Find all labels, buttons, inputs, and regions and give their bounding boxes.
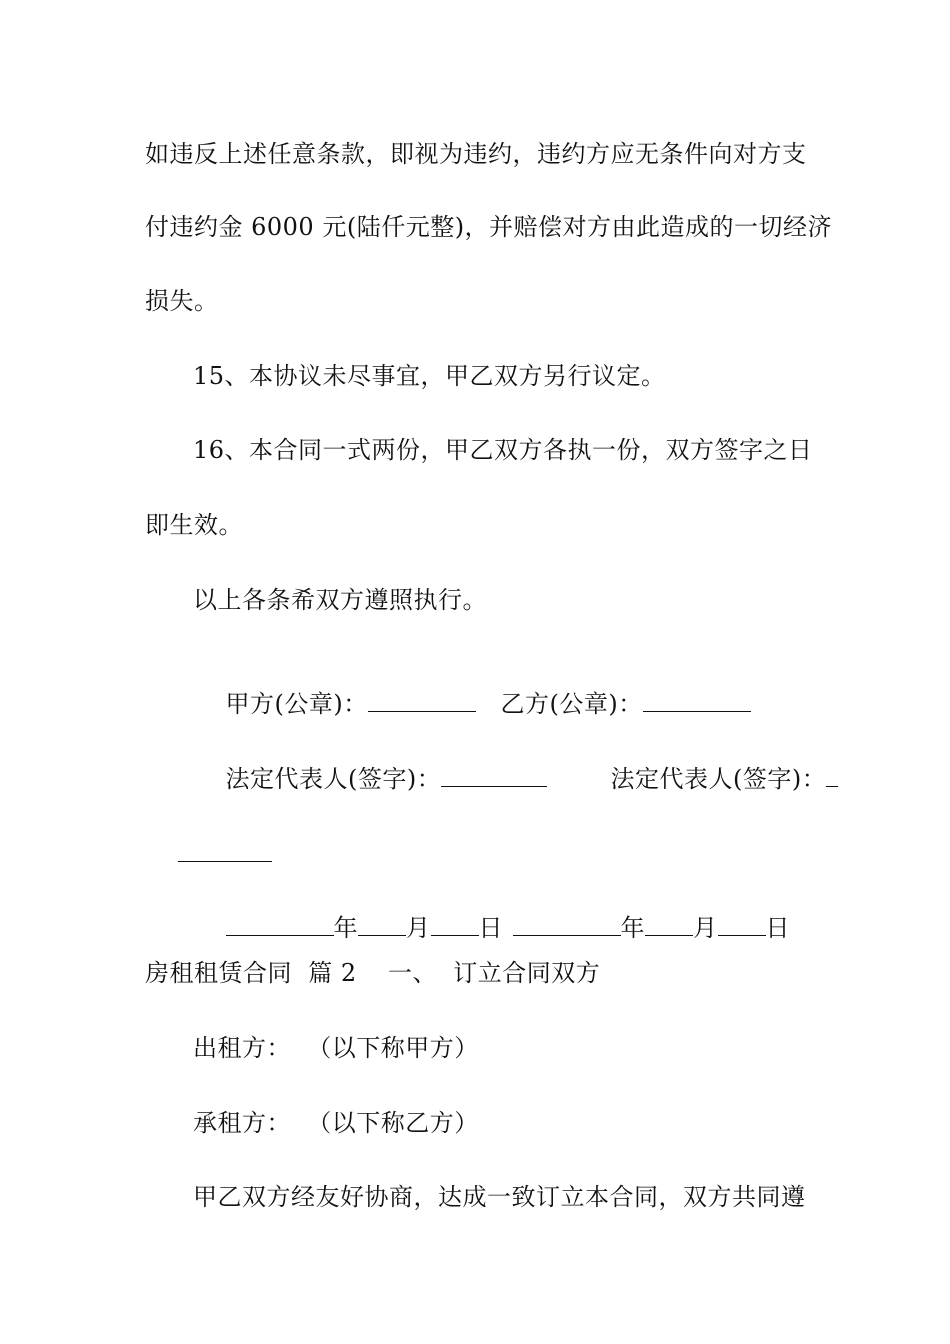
month-blank: [358, 915, 406, 936]
party-a-seal-blank: [368, 691, 476, 712]
day-blank: [718, 915, 766, 936]
closing-statement: 以上各条希双方遵照执行。: [193, 586, 487, 614]
year-blank: [226, 915, 334, 936]
day-blank: [431, 915, 479, 936]
rep-a-blank: [441, 766, 547, 787]
month-label: 月: [693, 914, 718, 942]
day-label: 日: [478, 914, 504, 942]
paragraph-line: 损失。: [145, 287, 219, 315]
intro-line: 甲乙双方经友好协商，达成一致订立本合同，双方共同遵: [193, 1183, 806, 1211]
paragraph-line: 如违反上述任意条款，即视为违约，违约方应无条件向对方支: [145, 140, 807, 168]
lessee-line: 承租方： （以下称乙方）: [193, 1109, 479, 1137]
year-blank: [513, 915, 621, 936]
lessor-line: 出租方： （以下称甲方）: [193, 1034, 479, 1062]
contract-2-heading: 房租租赁合同 篇 2: [145, 959, 357, 987]
section-title: 一、 订立合同双方: [388, 959, 601, 987]
year-label: 年: [620, 914, 646, 942]
month-label: 月: [406, 914, 431, 942]
clause-15: 15、本协议未尽事宜，甲乙双方另行议定。: [193, 362, 666, 390]
rep-row-b: [578, 734, 838, 824]
rep-a-label: 法定代表人(签字)：: [225, 765, 442, 793]
rep-b-label: 法定代表人(签字)：: [610, 765, 827, 793]
party-b-seal-blank: [643, 691, 751, 712]
party-a-seal-label: 甲方(公章)：: [225, 690, 368, 718]
rep-b-blank-start: [826, 766, 838, 787]
paragraph-line: 付违约金 6000 元(陆仟元整)，并赔偿对方由此造成的一切经济: [145, 213, 833, 241]
party-b-seal-label: 乙方(公章)：: [500, 690, 643, 718]
clause-16: 16、本合同一式两份，甲乙双方各执一份，双方签字之日: [193, 436, 813, 464]
paragraph-line: 即生效。: [145, 511, 243, 539]
day-label: 日: [765, 914, 791, 942]
year-label: 年: [333, 914, 359, 942]
month-blank: [645, 915, 693, 936]
